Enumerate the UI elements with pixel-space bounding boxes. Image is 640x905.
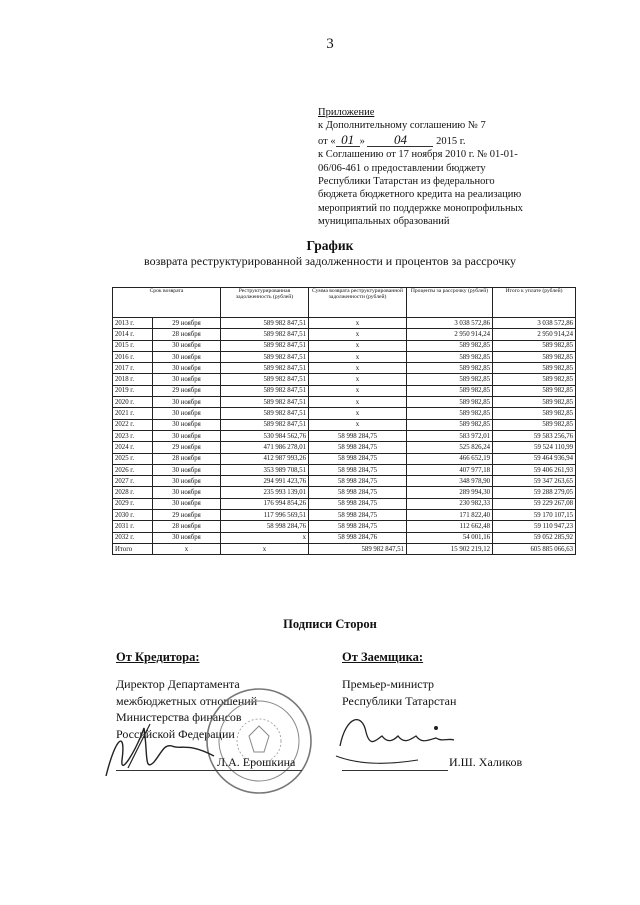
- row-repayment: 58 998 284,76: [309, 532, 407, 543]
- row-year: 2017 г.: [113, 363, 153, 374]
- row-total: 59 229 267,08: [493, 498, 576, 509]
- table-row: [113, 397, 576, 408]
- signatures-title: Подписи Сторон: [283, 617, 377, 631]
- creditor-line-2: межбюджетных отношений: [116, 693, 258, 708]
- row-interest: 2 950 914,24: [407, 329, 493, 340]
- row-date: 30 ноября: [153, 487, 221, 498]
- row-date: 30 ноября: [153, 419, 221, 430]
- total-interest: 15 902 219,12: [407, 543, 493, 554]
- borrower-line-1: Премьер-министр: [342, 677, 434, 691]
- row-repayment: х: [309, 363, 407, 374]
- row-date: 30 ноября: [153, 476, 221, 487]
- row-year: 2021 г.: [113, 408, 153, 419]
- row-restructured-debt: 117 996 569,51: [221, 510, 309, 521]
- row-year: 2013 г.: [113, 318, 153, 329]
- row-date: 29 ноября: [153, 442, 221, 453]
- row-interest: 589 982,85: [407, 374, 493, 385]
- row-repayment: 58 998 284,75: [309, 453, 407, 464]
- row-total: 589 982,85: [493, 397, 576, 408]
- row-total: 59 288 279,05: [493, 487, 576, 498]
- borrower-label: От Заемщика:: [342, 650, 424, 664]
- table-row: [113, 329, 576, 340]
- row-restructured-debt: 353 989 708,51: [221, 464, 309, 475]
- row-total: 59 464 936,94: [493, 453, 576, 464]
- row-date: 30 ноября: [153, 351, 221, 362]
- row-year: 2032 г.: [113, 532, 153, 543]
- row-total: 2 950 914,24: [493, 329, 576, 340]
- row-year: 2022 г.: [113, 419, 153, 430]
- row-date: 29 ноября: [153, 318, 221, 329]
- table-row: [113, 374, 576, 385]
- row-year: 2031 г.: [113, 521, 153, 532]
- row-total: 589 982,85: [493, 374, 576, 385]
- row-year: 2027 г.: [113, 476, 153, 487]
- row-interest: 589 982,85: [407, 363, 493, 374]
- row-date: 28 ноября: [153, 453, 221, 464]
- row-date: 30 ноября: [153, 363, 221, 374]
- header-repayment-amount: Сумма возврата реструктурированной задолженности (рублей): [309, 288, 407, 318]
- row-interest: 589 982,85: [407, 419, 493, 430]
- header-due-date: Срок возврата: [113, 288, 221, 318]
- row-repayment: 58 998 284,75: [309, 430, 407, 441]
- row-repayment: х: [309, 408, 407, 419]
- row-restructured-debt: 294 991 423,76: [221, 476, 309, 487]
- table-row: [113, 476, 576, 487]
- schedule-subtitle: возврата реструктурированной задолженности и процентов за рассрочку: [144, 254, 516, 268]
- row-restructured-debt: 589 982 847,51: [221, 374, 309, 385]
- row-total: 59 170 107,15: [493, 510, 576, 521]
- row-total: 589 982,85: [493, 363, 576, 374]
- row-restructured-debt: 589 982 847,51: [221, 351, 309, 362]
- row-restructured-debt: 235 993 139,01: [221, 487, 309, 498]
- date-mid: »: [359, 135, 365, 147]
- table-row: [113, 351, 576, 362]
- row-repayment: 58 998 284,75: [309, 464, 407, 475]
- row-total: 59 583 256,76: [493, 430, 576, 441]
- row-interest: 407 977,18: [407, 464, 493, 475]
- row-repayment: х: [309, 351, 407, 362]
- appendix-line-6: бюджета бюджетного кредита на реализацию: [318, 189, 522, 201]
- borrower-line-2: Республики Татарстан: [342, 693, 457, 708]
- row-year: 2016 г.: [113, 351, 153, 362]
- row-total: 3 038 572,86: [493, 318, 576, 329]
- row-total: 589 982,85: [493, 408, 576, 419]
- appendix-line-5: Республики Татарстан из федерального: [318, 176, 495, 188]
- table-row: [113, 385, 576, 396]
- total-restructured-debt: х: [221, 543, 309, 554]
- row-restructured-debt: 589 982 847,51: [221, 329, 309, 340]
- creditor-label: От Кредитора:: [116, 650, 200, 664]
- creditor-line-4: Российской Федерации: [116, 726, 235, 741]
- row-repayment: 58 998 284,75: [309, 442, 407, 453]
- table-row: [113, 318, 576, 329]
- row-year: 2024 г.: [113, 442, 153, 453]
- row-year: 2015 г.: [113, 340, 153, 351]
- row-date: 30 ноября: [153, 498, 221, 509]
- row-repayment: х: [309, 397, 407, 408]
- row-restructured-debt: 589 982 847,51: [221, 419, 309, 430]
- row-date: 30 ноября: [153, 464, 221, 475]
- row-date: 30 ноября: [153, 408, 221, 419]
- date-day: 01: [336, 133, 360, 147]
- row-interest: 589 982,85: [407, 351, 493, 362]
- row-date: 30 ноября: [153, 374, 221, 385]
- date-prefix: от «: [318, 135, 336, 147]
- row-total: 59 524 110,99: [493, 442, 576, 453]
- appendix-line-8: муниципальных образований: [318, 216, 450, 228]
- appendix-line-7: мероприятий по поддержке монопрофильных: [318, 202, 523, 214]
- schedule-table: [112, 287, 576, 555]
- appendix-date-line: [318, 133, 618, 148]
- row-date: 28 ноября: [153, 521, 221, 532]
- row-interest: 54 001,16: [407, 532, 493, 543]
- table-row: [113, 340, 576, 351]
- row-repayment: х: [309, 374, 407, 385]
- total-sum: 605 885 066,63: [493, 543, 576, 554]
- row-interest: 3 038 572,86: [407, 318, 493, 329]
- table-row: [113, 419, 576, 430]
- row-year: 2025 г.: [113, 453, 153, 464]
- row-repayment: 58 998 284,75: [309, 487, 407, 498]
- row-repayment: х: [309, 318, 407, 329]
- row-year: 2029 г.: [113, 498, 153, 509]
- row-date: 30 ноября: [153, 532, 221, 543]
- appendix-title: Приложение: [318, 107, 375, 118]
- row-repayment: 58 998 284,75: [309, 510, 407, 521]
- table-row: [113, 532, 576, 543]
- table-body: [113, 318, 576, 555]
- header-restructured-debt: Реструктурированная задолженность (рублей): [221, 288, 309, 318]
- row-repayment: х: [309, 385, 407, 396]
- row-date: 30 ноября: [153, 397, 221, 408]
- creditor-name: Л.А. Ерошкина: [217, 755, 296, 769]
- row-total: 589 982,85: [493, 419, 576, 430]
- row-interest: 348 978,90: [407, 476, 493, 487]
- row-year: 2018 г.: [113, 374, 153, 385]
- row-repayment: х: [309, 340, 407, 351]
- row-repayment: 58 998 284,75: [309, 521, 407, 532]
- row-interest: 589 982,85: [407, 385, 493, 396]
- table-row: [113, 510, 576, 521]
- row-interest: 525 826,24: [407, 442, 493, 453]
- row-restructured-debt: 589 982 847,51: [221, 397, 309, 408]
- row-interest: 289 994,30: [407, 487, 493, 498]
- row-interest: 589 982,85: [407, 340, 493, 351]
- row-total: 59 347 263,65: [493, 476, 576, 487]
- table-row: [113, 521, 576, 532]
- appendix-line-3: к Соглашению от 17 ноября 2010 г. № 01-01-: [318, 149, 518, 161]
- row-restructured-debt: 58 998 284,76: [221, 521, 309, 532]
- table-row: [113, 487, 576, 498]
- total-date: х: [153, 543, 221, 554]
- row-total: 589 982,85: [493, 351, 576, 362]
- row-restructured-debt: 589 982 847,51: [221, 318, 309, 329]
- row-total: 59 406 261,93: [493, 464, 576, 475]
- row-date: 30 ноября: [153, 340, 221, 351]
- total-label: Итого: [113, 543, 153, 554]
- schedule-title: График: [306, 238, 354, 253]
- row-repayment: х: [309, 329, 407, 340]
- table-row: [113, 363, 576, 374]
- row-restructured-debt: 412 987 993,26: [221, 453, 309, 464]
- row-year: 2020 г.: [113, 397, 153, 408]
- creditor-signature-line: [116, 770, 302, 771]
- row-year: 2014 г.: [113, 329, 153, 340]
- creditor-line-3: Министерства финансов: [116, 710, 242, 724]
- header-interest: Проценты за рассрочку (рублей): [407, 288, 493, 318]
- table-row: [113, 442, 576, 453]
- row-restructured-debt: 530 984 562,76: [221, 430, 309, 441]
- row-interest: 589 982,85: [407, 397, 493, 408]
- row-year: 2023 г.: [113, 430, 153, 441]
- row-restructured-debt: 471 986 278,01: [221, 442, 309, 453]
- row-total: 589 982,85: [493, 385, 576, 396]
- table-row: [113, 498, 576, 509]
- table-total-row: [113, 543, 576, 554]
- table-row: [113, 453, 576, 464]
- appendix-block: [318, 106, 618, 229]
- row-restructured-debt: 176 994 854,26: [221, 498, 309, 509]
- row-interest: 589 982,85: [407, 408, 493, 419]
- row-date: 29 ноября: [153, 510, 221, 521]
- creditor-line-1: Директор Департамента: [116, 677, 240, 691]
- total-repayment: 589 982 847,51: [309, 543, 407, 554]
- table-row: [113, 464, 576, 475]
- row-repayment: 58 998 284,75: [309, 498, 407, 509]
- row-interest: 583 972,01: [407, 430, 493, 441]
- row-interest: 466 652,19: [407, 453, 493, 464]
- borrower-position: [342, 676, 456, 709]
- borrower-signature-line: [342, 770, 448, 771]
- header-total-payable: Итого к уплате (рублей): [493, 288, 576, 318]
- row-restructured-debt: 589 982 847,51: [221, 340, 309, 351]
- row-year: 2028 г.: [113, 487, 153, 498]
- row-date: 28 ноября: [153, 329, 221, 340]
- row-year: 2019 г.: [113, 385, 153, 396]
- row-repayment: х: [309, 419, 407, 430]
- row-total: 589 982,85: [493, 340, 576, 351]
- date-month: 04: [367, 133, 433, 147]
- table-header-row: [113, 288, 576, 318]
- appendix-line-1: к Дополнительному соглашению № 7: [318, 120, 486, 132]
- table-row: [113, 408, 576, 419]
- row-year: 2026 г.: [113, 464, 153, 475]
- appendix-line-4: 06/06-461 о предоставлении бюджету: [318, 162, 486, 174]
- page-number: 3: [326, 36, 334, 52]
- borrower-name: И.Ш. Халиков: [449, 755, 523, 769]
- row-interest: 112 662,48: [407, 521, 493, 532]
- borrower-signature: [332, 706, 462, 778]
- row-restructured-debt: 589 982 847,51: [221, 385, 309, 396]
- row-repayment: 58 998 284,75: [309, 476, 407, 487]
- row-date: 30 ноября: [153, 430, 221, 441]
- row-total: 59 110 947,23: [493, 521, 576, 532]
- row-date: 29 ноября: [153, 385, 221, 396]
- row-restructured-debt: 589 982 847,51: [221, 363, 309, 374]
- table-row: [113, 430, 576, 441]
- row-interest: 230 982,33: [407, 498, 493, 509]
- row-total: 59 052 285,92: [493, 532, 576, 543]
- date-year: 2015 г.: [436, 135, 466, 147]
- row-restructured-debt: х: [221, 532, 309, 543]
- row-year: 2030 г.: [113, 510, 153, 521]
- row-interest: 171 822,40: [407, 510, 493, 521]
- row-restructured-debt: 589 982 847,51: [221, 408, 309, 419]
